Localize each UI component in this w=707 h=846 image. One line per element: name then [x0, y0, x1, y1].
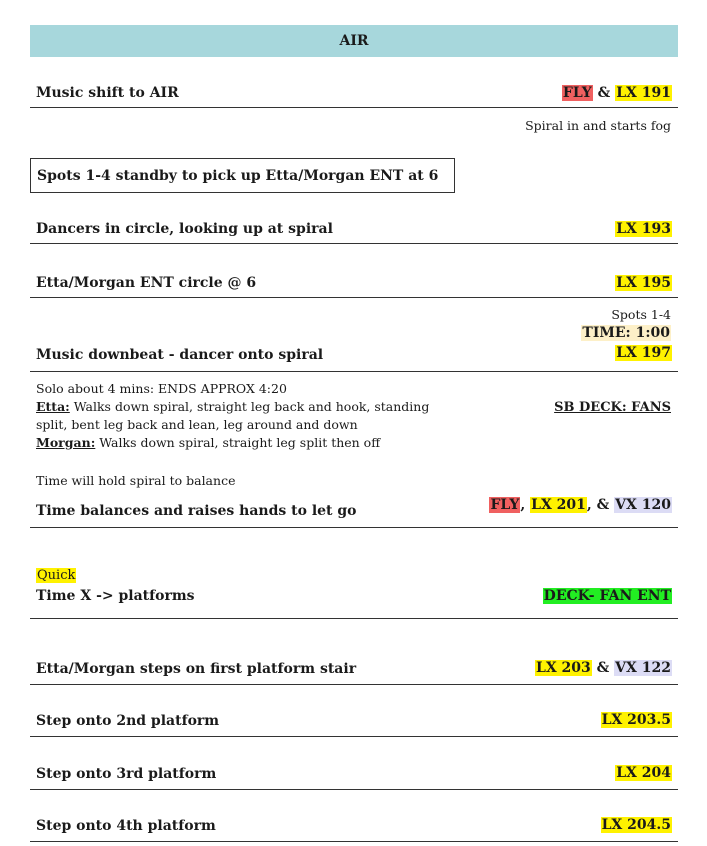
- etta-text: Walks down spiral, straight leg back and hook, standing: [69, 399, 430, 414]
- time-value: TIME: 1:00: [582, 325, 670, 341]
- etta-line: [36, 398, 429, 416]
- cue-row-first-stair: [30, 656, 678, 685]
- cue-numbers: [543, 588, 672, 604]
- cue-numbers: [615, 275, 672, 291]
- cue-row-time-balances: [30, 494, 678, 528]
- cue-description: Step onto 3rd platform: [36, 766, 217, 782]
- cue-description: Step onto 4th platform: [36, 818, 216, 834]
- lx-cue: LX 203: [535, 660, 591, 676]
- cue-note: Spiral in and starts fog: [525, 118, 671, 133]
- cue-description: Step onto 2nd platform: [36, 713, 220, 729]
- cue-description: Music downbeat - dancer onto spiral: [36, 347, 324, 363]
- cue-description: Etta/Morgan steps on first platform stair: [36, 661, 357, 677]
- morgan-line: [36, 434, 429, 452]
- vx-cue: VX 120: [615, 497, 671, 513]
- deck-cue: SB DECK: FANS: [554, 400, 671, 415]
- solo-description: [36, 380, 429, 452]
- cue-row-second-platform: [30, 708, 678, 737]
- lx-cue: LX 195: [616, 275, 671, 291]
- cue-row-downbeat: [30, 342, 678, 372]
- cue-description: Time X -> platforms: [36, 588, 195, 604]
- cue-numbers: [562, 85, 672, 101]
- lx-cue: LX 197: [616, 345, 671, 361]
- cue-numbers: [601, 817, 672, 833]
- lx-cue: LX 201: [531, 497, 586, 513]
- quick-label: Quick: [37, 568, 76, 583]
- cue-numbers: [615, 765, 672, 781]
- lx-cue: LX 203.5: [601, 712, 671, 728]
- morgan-name: Morgan:: [36, 435, 96, 450]
- cue-row-fourth-platform: [30, 813, 678, 842]
- cue-row-dancers-circle: [30, 216, 678, 244]
- fly-cue: FLY: [562, 85, 592, 101]
- lx-cue: LX 204: [616, 765, 671, 781]
- time-note: [581, 325, 671, 341]
- fly-cue: FLY: [490, 497, 520, 513]
- cue-separator: &: [592, 85, 616, 101]
- spots-note: Spots 1-4: [611, 307, 671, 322]
- cue-numbers: [615, 221, 672, 237]
- cue-row-music-shift: [30, 80, 678, 108]
- cue-separator: ,: [520, 497, 531, 513]
- cue-numbers: [489, 497, 672, 513]
- cue-row-third-platform: [30, 761, 678, 790]
- lx-cue: LX 191: [616, 85, 671, 101]
- lx-cue: LX 204.5: [601, 817, 671, 833]
- cue-numbers: [535, 660, 672, 676]
- cue-numbers: [615, 345, 672, 361]
- section-title: AIR: [339, 33, 369, 49]
- etta-name: Etta:: [36, 399, 70, 414]
- cue-description: Time balances and raises hands to let go: [36, 503, 357, 519]
- cue-description: Etta/Morgan ENT circle @ 6: [36, 275, 257, 291]
- solo-line: Solo about 4 mins: ENDS APPROX 4:20: [36, 381, 287, 396]
- etta-line-cont: split, bent leg back and lean, leg around and down: [36, 417, 358, 432]
- cue-numbers: [601, 712, 672, 728]
- cue-row-etta-ent: [30, 270, 678, 298]
- morgan-text: Walks down spiral, straight leg split then off: [95, 435, 381, 450]
- hold-note: Time will hold spiral to balance: [36, 473, 236, 488]
- lx-cue: LX 193: [616, 221, 671, 237]
- cue-separator: &: [591, 660, 615, 676]
- cue-row-platforms: [30, 585, 678, 619]
- section-header: [30, 25, 678, 57]
- cue-separator: , &: [586, 497, 615, 513]
- deck-cue: DECK- FAN ENT: [543, 588, 671, 604]
- vx-cue: VX 122: [615, 660, 671, 676]
- cue-description: Music shift to AIR: [36, 85, 179, 101]
- quick-tag: [36, 568, 76, 583]
- cue-description: Dancers in circle, looking up at spiral: [36, 221, 333, 237]
- standby-text: Spots 1-4 standby to pick up Etta/Morgan ENT at 6: [37, 167, 439, 184]
- standby-box: [30, 158, 455, 193]
